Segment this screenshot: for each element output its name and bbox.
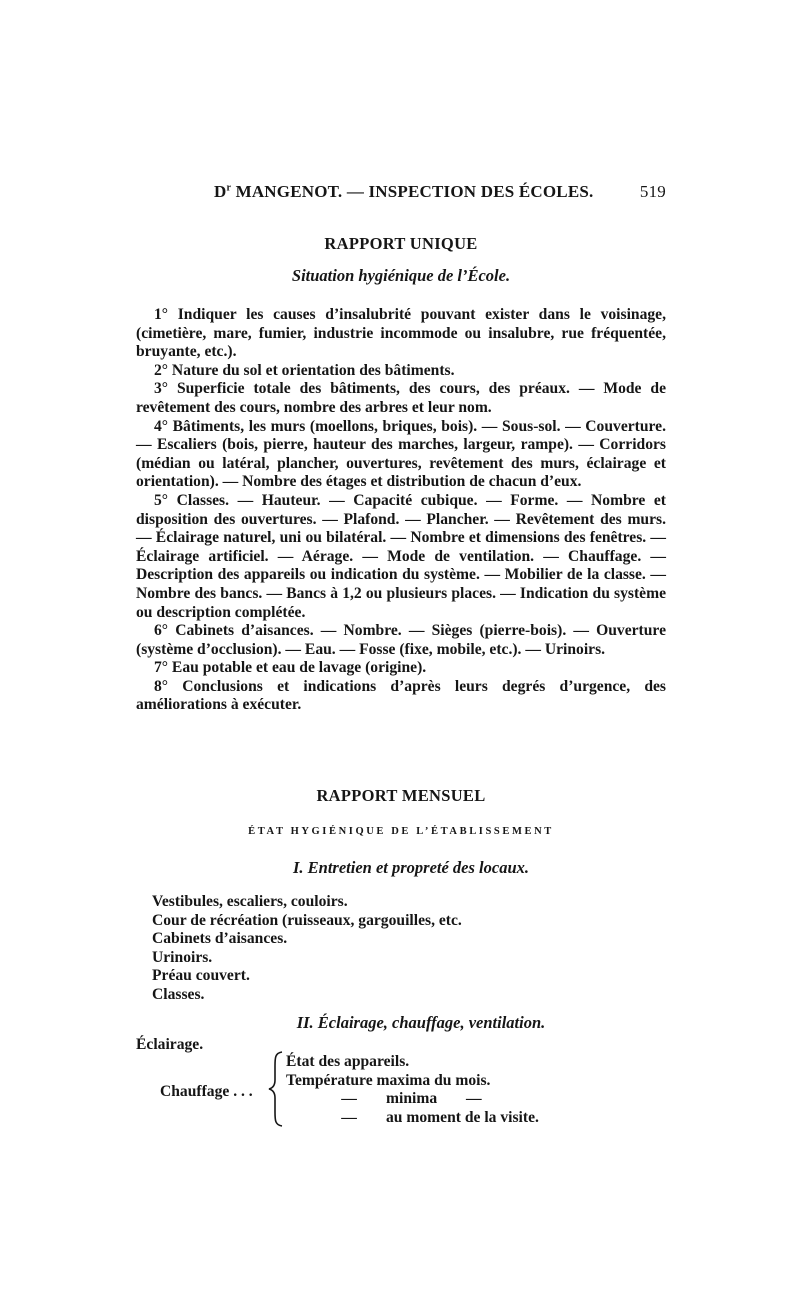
paragraph-8: 8° Conclusions et indications d’après leurs degrés d’urgence, des améliorations à exécuter. [136,677,666,714]
ditto-dash: — [466,1090,482,1108]
list-item [286,1109,586,1128]
list-item: Classes. [152,985,205,1003]
paragraph-7: 7° Eau potable et eau de lavage (origine). [154,659,427,677]
paragraph-4: 4° Bâtiments, les murs (moellons, briques, bois). — Sous-sol. — Couverture. — Escaliers (bois, pierre, hauteur des marches, largeur, rampe). — Corridors (médian ou latéral, plancher, ouvertures, revêtement des murs, éclairage et orientation). — Nombre des étages et distribution de chacun d’eux. [136,417,666,491]
curly-brace-icon [266,1050,286,1128]
lighting-label: Éclairage. [136,1036,204,1053]
paragraph-1: 1° Indiquer les causes d’insalubrité pouvant exister dans le voisinage, (cimetière, mare, fumier, industrie incommode ou insalubre, rue fréquentée, bruyante, etc.). [136,306,666,361]
list-item: Cour de récréation (ruisseaux, gargouilles, etc. [152,911,462,929]
paragraph-5: 5° Classes. — Hauteur. — Capacité cubique. — Forme. — Nombre et disposition des ouvertures. — Plafond. — Plancher. — Revêtement des murs. — Éclairage naturel, uni ou bilatéral. — Nombre et dimensions des fenêtres. — Éclairage artificiel. — Aérage. — Mode de ventilation. — Chauffage. — Description des appareils ou indication du système. — Mobilier de la classe. — Nombre des bancs. — Bancs à 1,2 ou plusieurs places. — Indication du système ou description complétée. [136,491,666,621]
paragraph-2: 2° Nature du sol et orientation des bâtiments. [154,361,455,379]
list-item: État des appareils. [286,1053,410,1070]
list-item: Vestibules, escaliers, couloirs. [152,893,348,910]
section-subheading-situation: Situation hygiénique de l’École. [291,266,511,285]
section-heading-rapport-mensuel: RAPPORT MENSUEL [316,786,486,805]
ditto-dash: — [341,1108,357,1126]
list-item: Préau couvert. [152,967,250,985]
page-number: 519 [639,182,666,201]
list-item: Cabinets d’aisances. [152,930,288,948]
section-heading-rapport-unique: RAPPORT UNIQUE [324,234,478,253]
list-item [286,1090,586,1109]
list-item: Urinoirs. [152,948,213,966]
part-2-title: II. Éclairage, chauffage, ventilation. [296,1013,546,1032]
part-1-list [152,893,572,1005]
heating-list [286,1053,586,1127]
ditto-dash: — [341,1090,357,1108]
paragraph-3: 3° Superficie totale des bâtiments, des cours, des préaux. — Mode de revêtement des cours, nombre des arbres et leur nom. [136,380,666,416]
paragraph-6: 6° Cabinets d’aisances. — Nombre. — Sièges (pierre-bois). — Ouverture (système d’occlusion). — Eau. — Fosse (fixe, mobile, etc.). — Urinoirs. [136,622,666,658]
list-item: Température maxima du mois. [286,1071,491,1089]
section-subheading-etat: ÉTAT HYGIÉNIQUE DE L’ÉTABLISSEMENT [248,826,554,837]
header-title: $D^r$ MANGENOT. — INSPECTION DES ÉCOLES. [214,182,594,201]
minima-word: minima [386,1090,438,1108]
heating-label: Chauffage . . . [160,1083,253,1100]
rapport-unique-body [136,306,666,715]
part-1-title: I. Entretien et propreté des locaux. [292,858,530,877]
visit-text: au moment de la visite. [386,1108,539,1126]
